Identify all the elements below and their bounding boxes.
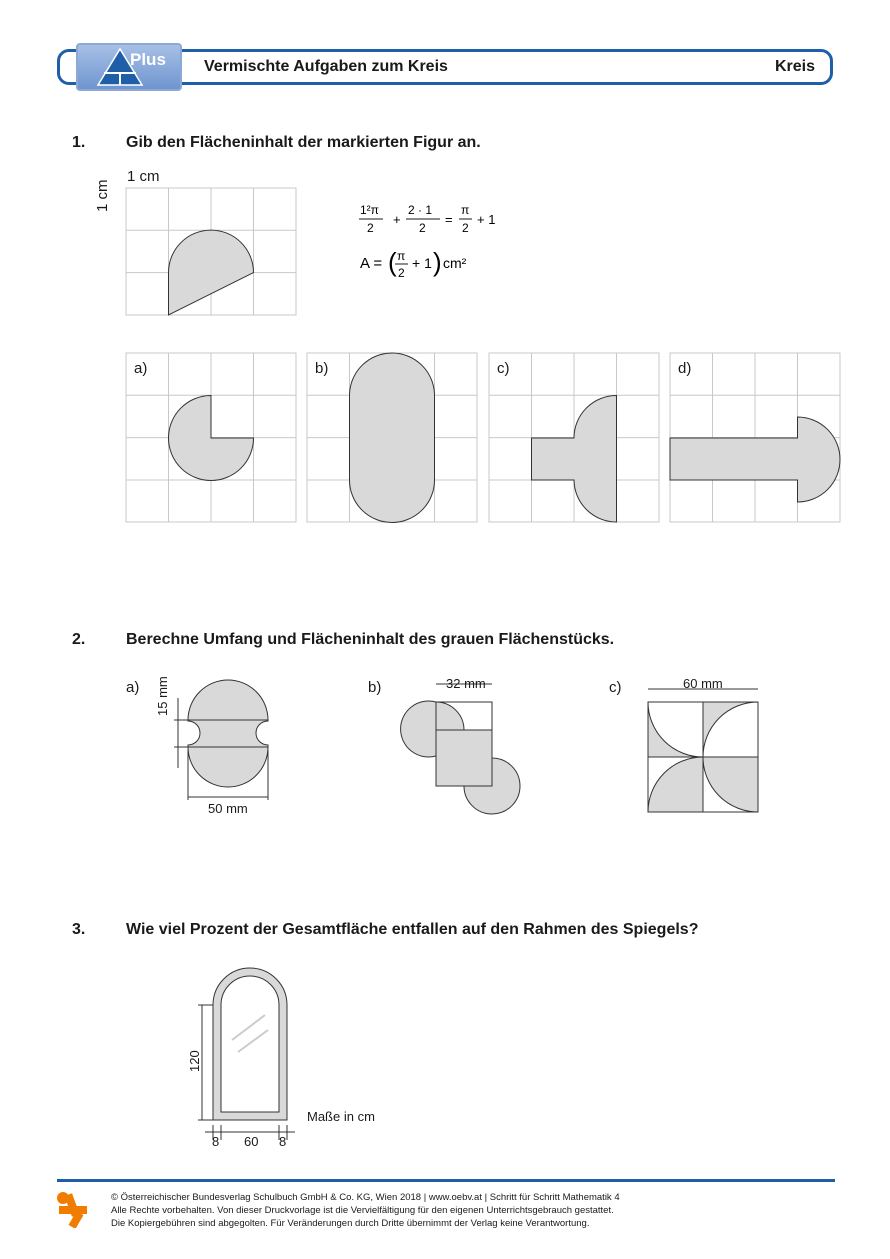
mirror-frame-left: 8 [212,1134,220,1149]
footer-line2: Alle Rechte vorbehalten. Von dieser Druckvorlage ist die Vervielfältigung für den eigenen Unterrichtsgebrauch gestattet. [111,1205,614,1216]
part-d-label: d) [678,360,692,377]
task1-figure-c [488,352,660,524]
task2-a-width: 50 mm [208,801,248,816]
task1-unit-side: 1 cm [94,179,111,212]
svg-text:cm²: cm² [443,255,467,271]
units-note: Maße in cm [307,1109,375,1124]
svg-text:2: 2 [367,221,374,235]
task2-figure-b [400,680,530,820]
task1-figure-a [125,352,297,524]
task3-number: 3. [72,921,86,938]
svg-text:A =: A = [360,255,383,272]
task2-part-a-label: a) [126,679,140,696]
svg-text:(: ( [388,247,397,277]
example-figure [125,187,297,317]
task1-unit-top: 1 cm [127,168,160,185]
task2-a-height: 15 mm [155,676,170,716]
mirror-frame-right: 8 [279,1134,287,1149]
svg-text:+: + [393,212,401,227]
mirror-inner-width: 60 [244,1134,259,1149]
task2-figure-a [150,670,300,820]
svg-text:1²π: 1²π [360,203,379,217]
task1-number: 1. [72,134,86,151]
svg-text:2 · 1: 2 · 1 [408,203,433,217]
task2-part-c-label: c) [609,679,622,696]
task2-text: Berechne Umfang und Flächeninhalt des grauen Flächenstücks. [126,631,615,648]
footer-text [111,1191,620,1230]
topic-label: Kreis [774,58,815,75]
svg-text:=: = [445,212,453,227]
svg-text:+ 1: + 1 [477,212,496,227]
svg-text:): ) [433,247,442,277]
page-title: Vermischte Aufgaben zum Kreis [204,58,448,75]
task2-number: 2. [72,631,86,648]
footer-line [57,1179,835,1182]
logo [76,43,182,91]
svg-text:2: 2 [398,266,405,280]
svg-text:π: π [397,249,406,263]
task2-part-b-label: b) [368,679,382,696]
task1-figure-b [306,352,478,524]
task1-text: Gib den Flächeninhalt der markierten Figur an. [126,134,481,151]
svg-text:2: 2 [462,221,469,235]
part-a-label: a) [134,360,148,377]
example-formula [355,198,515,288]
svg-text:π: π [461,203,470,217]
task2-figure-c [640,684,770,814]
svg-text:2: 2 [419,221,426,235]
logo-label: Plus [130,50,166,69]
footer-line1: © Österreichischer Bundesverlag Schulbuch GmbH & Co. KG, Wien 2018 | www.oebv.at | Schritt für Schritt Mathematik 4 [111,1192,620,1203]
task1-figure-d [669,352,841,524]
footer-line3: Die Kopiergebühren sind abgegolten. Für Veränderungen durch Dritte übernimmt der Verlag keine Verantwortung. [111,1218,590,1229]
svg-text:+ 1: + 1 [412,255,432,271]
publisher-logo-icon [55,1190,91,1228]
task3-text: Wie viel Prozent der Gesamtfläche entfallen auf den Rahmen des Spiegels? [126,921,699,938]
mirror-height: 120 [187,1050,202,1072]
part-b-label: b) [315,360,329,377]
task2-c-width: 60 mm [683,676,723,691]
mirror-figure [190,960,300,1145]
part-c-label: c) [497,360,510,377]
task2-b-width: 32 mm [446,676,486,691]
